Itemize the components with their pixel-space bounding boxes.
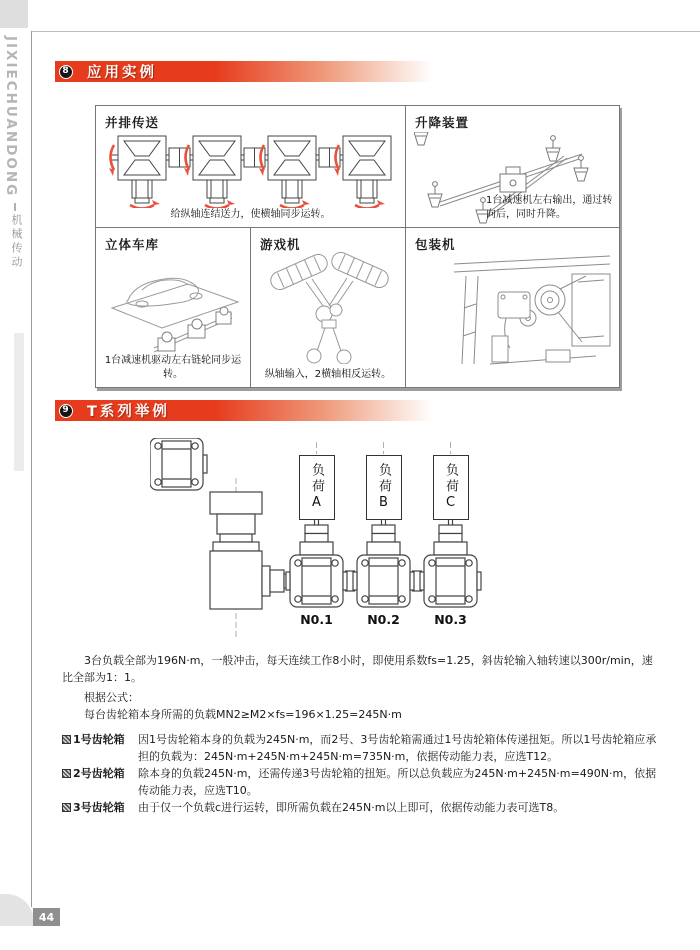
section9-title: T系列举例 xyxy=(87,404,170,420)
packaging-machine-illustration xyxy=(446,248,616,382)
example-lifting-device xyxy=(406,106,619,227)
gearbox-label-3: N0.3 xyxy=(434,612,467,627)
load-box-c xyxy=(433,455,469,520)
page-number: 44 xyxy=(33,908,60,926)
section8-title: 应用实例 xyxy=(87,65,157,81)
load-label: 负荷B xyxy=(376,462,391,513)
example-caption: 1台减速机左右输出，通过转向后，同时升降。 xyxy=(486,195,613,220)
t-series-diagram xyxy=(150,438,530,645)
example-caption: 纵轴输入，2横轴相反运转。 xyxy=(264,368,392,380)
gearbox-label-2: N0.2 xyxy=(367,612,400,627)
list-item xyxy=(62,732,658,765)
load-box-b xyxy=(366,455,402,520)
example-packaging-machine xyxy=(406,228,619,387)
examples-row-1 xyxy=(96,106,619,228)
example-title: 立体车库 xyxy=(105,237,160,252)
sidebar-category-title: 机械传动 xyxy=(10,214,23,270)
example-parallel-conveyor xyxy=(96,106,406,227)
sidebar-rule xyxy=(31,31,32,907)
example-caption: 给纵轴连结送力，使横轴同步运转。 xyxy=(170,208,331,220)
item-label-text: 3号齿轮箱 xyxy=(73,801,125,814)
load-label: 负荷A xyxy=(309,462,324,513)
parallel-conveyor-illustration xyxy=(102,130,398,208)
application-examples-grid xyxy=(95,105,620,388)
item-label-text: 1号齿轮箱 xyxy=(73,733,125,746)
example-title: 游戏机 xyxy=(260,237,301,252)
item-label-text: 2号齿轮箱 xyxy=(73,767,125,780)
section8-number: 8 xyxy=(59,65,73,79)
formula-line: 每台齿轮箱本身所需的负载MN2≥M2×fs=196×1.25=245N·m xyxy=(84,707,402,721)
examples-row-2 xyxy=(96,228,619,387)
example-caption: 1台减速机驱动左右链轮同步运转。 xyxy=(104,355,242,380)
item-label xyxy=(62,766,138,799)
gearbox-selection-list xyxy=(62,732,658,817)
game-machine-illustration xyxy=(254,246,404,364)
list-item xyxy=(62,800,658,817)
sidebar-accent-bar xyxy=(14,333,24,471)
square-bullet-icon xyxy=(62,735,71,744)
load-box-a xyxy=(299,455,335,520)
brand-vertical-text: JIXIECHUANDONG xyxy=(3,36,19,198)
example-title: 升降装置 xyxy=(415,115,470,130)
example-title: 并排传送 xyxy=(105,115,160,130)
example-parking-garage xyxy=(96,228,251,387)
formula-intro: 根据公式： xyxy=(84,691,139,704)
section9-banner xyxy=(55,400,433,421)
item-text: 由于仅一个负载c进行运转，即所需负载在245N·m以上即可，依据传动能力表可选T8。 xyxy=(138,801,565,814)
item-label xyxy=(62,800,138,817)
section9-number-badge xyxy=(55,400,76,421)
section9-number: 9 xyxy=(59,404,73,418)
square-bullet-icon xyxy=(62,803,71,812)
item-text: 除本身的负载245N·m，还需传递3号齿轮箱的扭矩。所以总负载应为245N·m+245N·m=490N·m，依据传动能力表，应选T10。 xyxy=(138,767,657,797)
gearbox-label-1: N0.1 xyxy=(300,612,333,627)
load-label: 负荷C xyxy=(443,462,458,513)
section8-banner xyxy=(55,61,433,82)
square-bullet-icon xyxy=(62,769,71,778)
t-series-text xyxy=(62,653,658,818)
list-item xyxy=(62,766,658,799)
example-game-machine xyxy=(251,228,406,387)
corner-decoration xyxy=(0,0,28,28)
intro-paragraph: 3台负载全部为196N·m，一般冲击，每天连续工作8小时，即使用系数fs=1.25，斜齿轮输入轴转速以300r/min，速比全部为1：1。 xyxy=(62,654,653,684)
section8-number-badge xyxy=(55,61,76,82)
footer-swoosh xyxy=(0,894,34,926)
item-label xyxy=(62,732,138,765)
top-rule xyxy=(31,31,700,32)
sidebar-separator xyxy=(14,203,16,211)
example-title: 包装机 xyxy=(415,237,456,252)
item-text: 因1号齿轮箱本身的负载为245N·m，而2号、3号齿轮箱需通过1号齿轮箱体传递扭矩。所以1号齿轮箱应承担的负载为：245N·m+245N·m+245N·m=735N·m，依据传动能力表，应选T12。 xyxy=(138,733,657,763)
parking-garage-illustration xyxy=(98,252,250,362)
